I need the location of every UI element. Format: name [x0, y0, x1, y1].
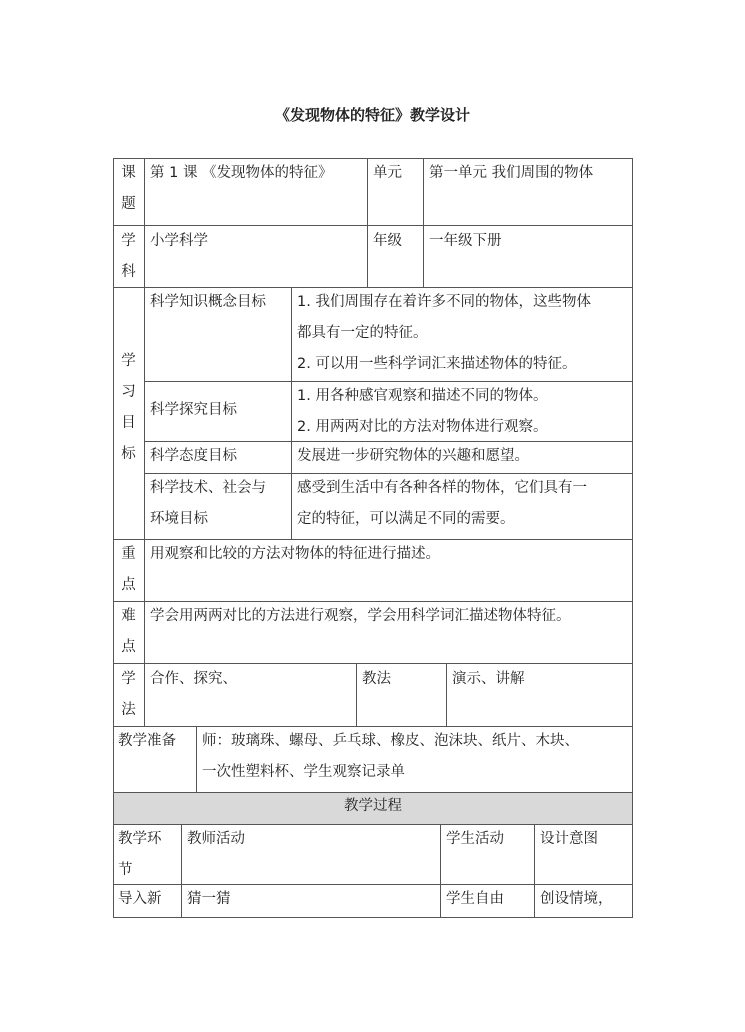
grid-line — [367, 158, 368, 288]
study-method-label-cell — [113, 664, 144, 726]
difficulty-value: 学会用两两对比的方法进行观察，学会用科学词汇描述物体特征。 — [150, 608, 571, 624]
grid-line — [113, 287, 633, 288]
grid-line — [113, 225, 633, 226]
goals-label: 学习目标 — [121, 353, 136, 462]
grid-line — [113, 792, 633, 793]
grid-line — [113, 726, 633, 727]
key-point-label-cell — [113, 539, 144, 601]
teach-method-value: 演示、讲解 — [452, 671, 525, 687]
lesson-label-cell — [113, 158, 144, 225]
grid-line — [291, 287, 292, 539]
grid-line — [144, 441, 633, 442]
prep-label: 教学准备 — [118, 733, 176, 749]
goal-inquiry-line: 2. 用两两对比的方法对物体进行观察。 — [297, 419, 548, 435]
goals-label-cell — [113, 346, 144, 476]
study-method-label: 学法 — [121, 671, 136, 718]
goal-knowledge-line: 1. 我们周围存在着许多不同的物体，这些物体 — [297, 294, 591, 310]
grid-line — [113, 663, 633, 664]
subject-label: 学科 — [121, 233, 136, 280]
grid-line — [356, 663, 357, 726]
grade-value: 一年级下册 — [429, 233, 502, 249]
grid-line — [144, 381, 633, 382]
grid-line — [144, 158, 145, 726]
subject-value: 小学科学 — [150, 233, 208, 249]
grid-line — [113, 601, 633, 602]
grid-line — [144, 473, 633, 474]
goal-inquiry-line: 1. 用各种感官观察和描述不同的物体。 — [297, 388, 548, 404]
goal-sts-line: 定的特征，可以满足不同的需要。 — [297, 511, 515, 527]
goal-inquiry-text — [292, 381, 633, 443]
teach-method-label: 教法 — [362, 671, 391, 687]
goal-sts-name — [145, 473, 291, 539]
goal-attitude-line: 发展进一步研究物体的兴趣和愿望。 — [297, 448, 529, 464]
table-border-bottom — [113, 917, 633, 918]
process-header-intent: 设计意图 — [540, 831, 598, 847]
goal-sts-name-line: 科学技术、社会与 — [150, 480, 266, 496]
grid-line — [113, 539, 633, 540]
process-banner: 教学过程 — [113, 792, 633, 824]
grid-line — [423, 158, 424, 288]
grid-line — [440, 824, 441, 918]
prep-line: 师：玻璃珠、螺母、乒乓球、橡皮、泡沫块、纸片、木块、 — [202, 733, 579, 749]
goal-knowledge-line: 都具有一定的特征。 — [297, 325, 428, 341]
prep-text — [197, 726, 633, 792]
process-row-stage: 导入新 — [118, 891, 162, 907]
process-row-intent: 创设情境， — [540, 891, 613, 907]
grid-line — [113, 884, 633, 885]
process-header-stage — [113, 824, 181, 886]
table-border-left — [113, 158, 114, 918]
unit-value: 第一单元 我们周围的物体 — [429, 165, 594, 181]
goal-sts-name-line: 环境目标 — [150, 511, 208, 527]
table-border-right — [632, 158, 633, 918]
grid-line — [446, 663, 447, 726]
goal-knowledge-name: 科学知识概念目标 — [150, 294, 266, 310]
process-header-teacher: 教师活动 — [187, 831, 245, 847]
difficulty-label-cell — [113, 601, 144, 663]
process-header-student: 学生活动 — [446, 831, 504, 847]
grid-line — [113, 824, 633, 825]
goal-knowledge-line: 2. 可以用一些科学词汇来描述物体的特征。 — [297, 356, 577, 372]
goal-attitude-text — [292, 441, 633, 472]
key-point-label: 重点 — [121, 546, 136, 593]
grid-line — [196, 726, 197, 792]
prep-line: 一次性塑料杯、学生观察记录单 — [202, 764, 405, 780]
goal-sts-line: 感受到生活中有各种各样的物体，它们具有一 — [297, 480, 587, 496]
process-row-teacher: 猜一猜 — [187, 891, 231, 907]
study-method-value: 合作、探究、 — [150, 671, 237, 687]
grid-line — [534, 824, 535, 918]
process-header-stage-text: 教学环节 — [118, 831, 162, 878]
subject-label-cell — [113, 226, 144, 288]
goal-attitude-name: 科学态度目标 — [150, 448, 237, 464]
process-row-student: 学生自由 — [446, 891, 504, 907]
goal-sts-text — [292, 473, 633, 539]
grid-line — [181, 824, 182, 918]
unit-label: 单元 — [373, 165, 402, 181]
difficulty-label: 难点 — [121, 608, 136, 655]
table-border-top — [113, 158, 633, 159]
lesson-label: 课题 — [121, 165, 136, 212]
grade-label: 年级 — [373, 233, 402, 249]
lesson-value: 第 1 课 《发现物体的特征》 — [150, 165, 333, 181]
document-title: 《发现物体的特征》教学设计 — [274, 106, 470, 124]
key-point-value: 用观察和比较的方法对物体的特征进行描述。 — [150, 546, 440, 562]
goal-inquiry-name: 科学探究目标 — [150, 402, 237, 418]
goal-knowledge-text — [292, 287, 633, 380]
